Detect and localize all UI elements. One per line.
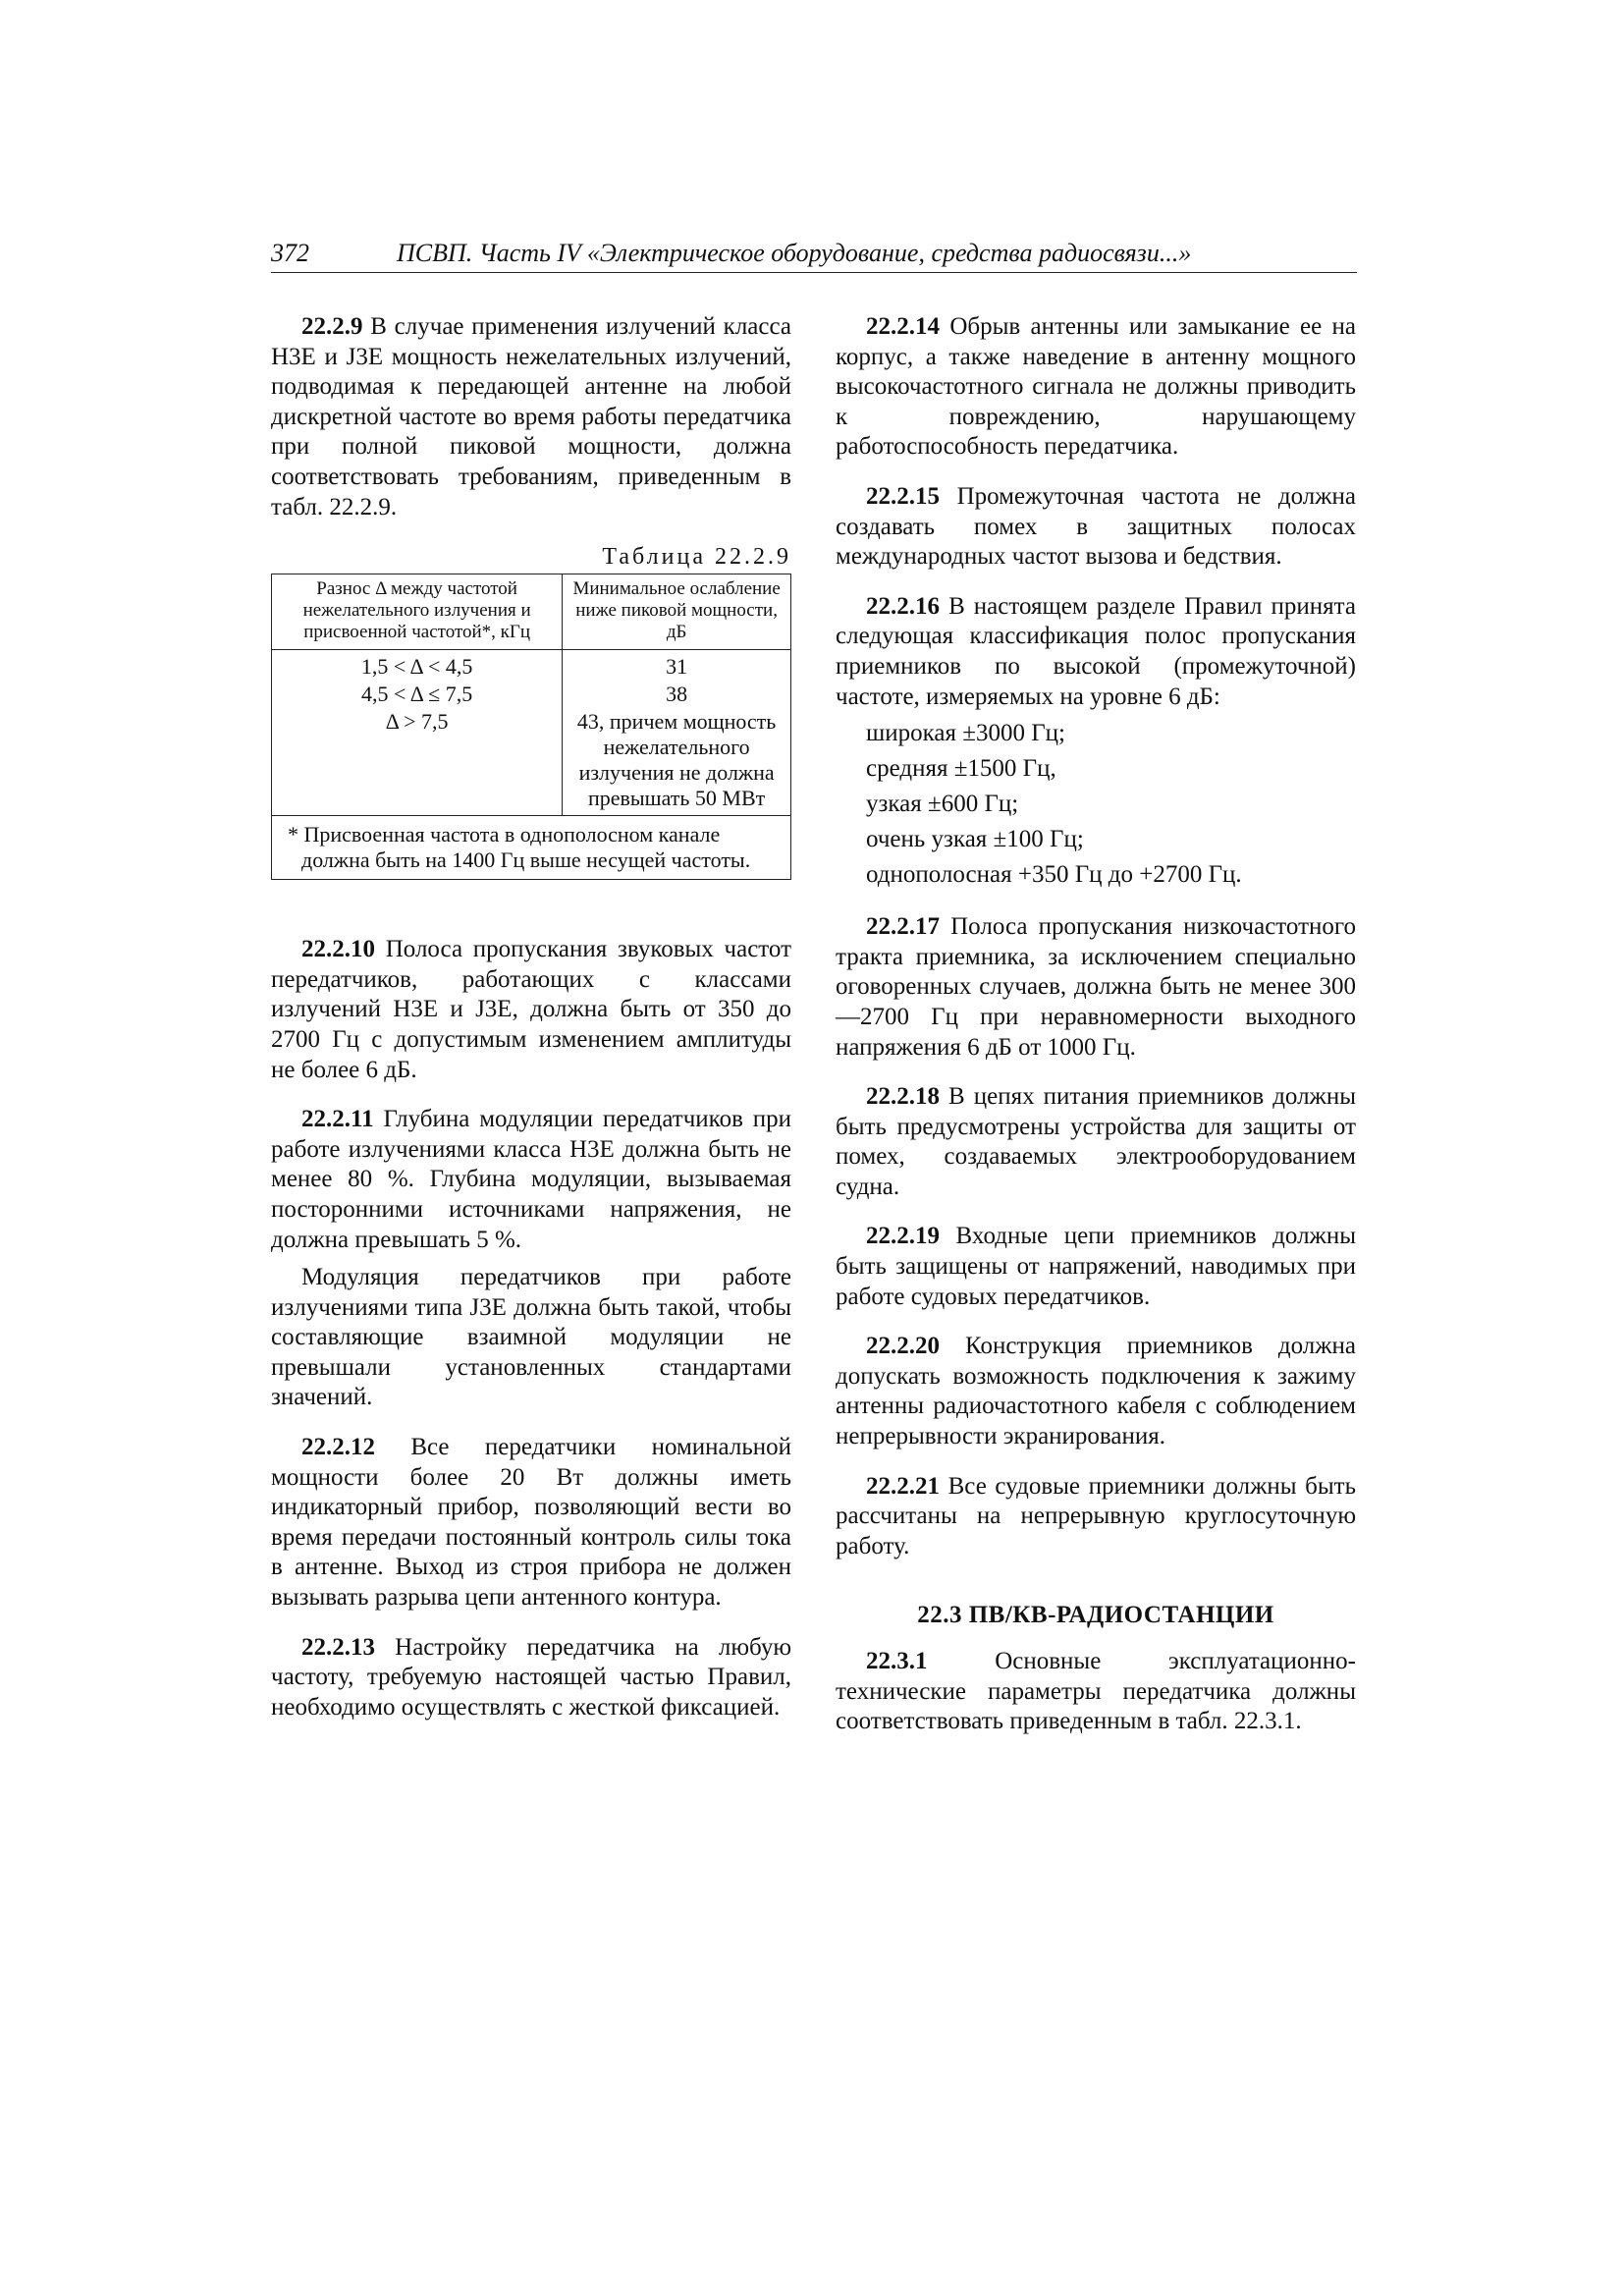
table-footnote: * Присвоенная частота в однополосном канале должна быть на 1400 Гц выше несущей частоты. (288, 822, 751, 873)
paragraph-22-2-17 (836, 912, 1356, 1063)
clause-number: 22.2.12 (301, 1434, 375, 1461)
clause-number: 22.2.18 (866, 1083, 940, 1111)
list-item: узкая ±600 Гц; (866, 791, 1019, 818)
table-cell: Δ > 7,5 (272, 708, 563, 816)
clause-text: В случае применения излучений класса H3E и J3E мощность нежелательных излучений, подводимая к передающей антенне на любой дискретной частоте во время работы передатчика при полной пиковой мощности, должна соответствовать требованиям, приведенным в табл. 22.2.9. (271, 313, 791, 520)
paragraph-22-2-19 (836, 1222, 1356, 1312)
paragraph-22-2-21 (836, 1472, 1356, 1562)
table-row (272, 650, 791, 682)
paragraph-22-2-13 (271, 1633, 791, 1723)
list-item: широкая ±3000 Гц; (866, 720, 1065, 747)
clause-text: В цепях питания приемников должны быть предусмотрены устройства для защиты от помех, создаваемых электрооборудованием судна. (836, 1083, 1357, 1200)
clause-text: Все передатчики номинальной мощности более 20 Вт должны иметь индикаторный прибор, позволяющий вести во время передачи постоянный контроль силы тока в антенне. Выход из строя прибора не должен вызывать разрыва цепи антенного контура. (271, 1434, 791, 1612)
paragraph-22-2-10 (271, 935, 791, 1085)
clause-text: Настройку передатчика на любую частоту, требуемую настоящей частью Правил, необходимо осуществлять с жесткой фиксацией. (271, 1633, 791, 1721)
paragraph-modulation: Модуляция передатчиков при работе излучениями типа J3E должна быть такой, чтобы составляющие взаимной модуляции не превышали установленных стандартами значений. (271, 1264, 791, 1411)
table-cell: 1,5 < Δ < 4,5 (272, 650, 563, 682)
table-row (272, 708, 791, 816)
clause-number: 22.2.19 (866, 1223, 940, 1250)
table-cell: 31 (563, 650, 791, 682)
section-heading: 22.3 ПВ/КВ-РАДИОСТАНЦИИ (917, 1602, 1274, 1629)
table-row (272, 681, 791, 708)
paragraph-22-2-15 (836, 482, 1356, 573)
page-number: 372 (271, 239, 309, 267)
list-item: однополосная +350 Гц до +2700 Гц. (866, 861, 1242, 889)
clause-number: 22.2.20 (866, 1333, 940, 1360)
right-column (836, 312, 1356, 1737)
clause-text: Полоса пропускания звуковых частот передатчиков, работающих с классами излучений H3E и J3E, должна быть от 350 до 2700 Гц с допустимым изменением амплитуды не более 6 дБ. (271, 936, 791, 1083)
table-footnote-row (272, 816, 791, 880)
clause-text: Все судовые приемники должны быть рассчитаны на непрерывную круглосуточную работу. (836, 1472, 1356, 1559)
clause-number: 22.3.1 (866, 1648, 928, 1674)
clause-text: Основные эксплуатационно-технические параметры передатчика должны соответствовать приведенным в табл. 22.3.1. (836, 1648, 1356, 1735)
clause-number: 22.2.9 (301, 313, 363, 340)
list-item: очень узкая ±100 Гц; (866, 826, 1084, 853)
paragraph-22-3-1 (836, 1647, 1356, 1737)
clause-number: 22.2.17 (866, 913, 940, 941)
paragraph-22-2-9 (271, 312, 791, 522)
table-cell: 4,5 < Δ ≤ 7,5 (272, 681, 563, 708)
page-header (271, 239, 1357, 273)
paragraph-22-2-11 (271, 1105, 791, 1255)
table-header-cell: Разнос Δ между частотой нежелательного излучения и присвоенной частотой*, кГц (272, 574, 563, 650)
clause-text: Обрыв антенны или замыкание ее на корпус, а также наведение в антенну мощного высокочастотного сигнала не должны приводить к повреждению, нарушающему работоспособность передатчика. (836, 313, 1356, 461)
table-footnote-cell (272, 816, 791, 880)
clause-number: 22.2.15 (866, 482, 940, 510)
left-column (271, 312, 791, 1722)
table-cell: 43, причем мощность нежелательного излучения не должна превышать 50 МВт (563, 708, 791, 816)
clause-number: 22.2.11 (301, 1106, 374, 1133)
table-caption: Таблица 22.2.9 (602, 544, 791, 571)
clause-text: Полоса пропускания низкочастотного тракта приемника, за исключением специально оговоренных случаев, должна быть не менее 300—2700 Гц при неравномерности выходного напряжения 6 дБ от 1000 Гц. (836, 913, 1356, 1061)
running-title: ПСВП. Часть IV «Электрическое оборудование, средства радиосвязи...» (397, 239, 1192, 267)
clause-text: Входные цепи приемников должны быть защищены от напряжений, наводимых при работе судовых передатчиков. (836, 1223, 1357, 1310)
table-header-cell: Минимальное ослабление ниже пиковой мощности, дБ (563, 574, 791, 650)
clause-text: Конструкция приемников должна допускать возможность подключения к зажиму антенны радиочастотного кабеля с соблюдением непрерывности экранирования. (836, 1333, 1357, 1450)
clause-text: Глубина модуляции передатчиков при работе излучениями класса H3E должна быть не менее 80 %. Глубина модуляции, вызываемая посторонними источниками напряжения, не должна превышать 5 %. (271, 1106, 792, 1253)
bandwidth-list (836, 716, 1356, 893)
paragraph-22-2-18 (836, 1082, 1356, 1202)
clause-number: 22.2.13 (301, 1633, 375, 1661)
clause-number: 22.2.14 (866, 313, 940, 340)
list-item: средняя ±1500 Гц, (866, 755, 1056, 783)
paragraph-22-2-16 (836, 592, 1356, 712)
paragraph-22-2-14 (836, 312, 1356, 463)
clause-number: 22.2.21 (866, 1472, 940, 1500)
clause-text: В настоящем разделе Правил принята следующая классификация полос пропускания приемников по высокой (промежуточной) частоте, измеряемых на уровне 6 дБ: (836, 592, 1356, 710)
paragraph-22-2-12 (271, 1433, 791, 1613)
table-cell: 38 (563, 681, 791, 708)
paragraph-22-2-20 (836, 1332, 1356, 1451)
table-22-2-9 (271, 574, 791, 880)
table-header-row (272, 574, 791, 650)
clause-text: Промежуточная частота не должна создавать помех в защитных полосах международных частот вызова и бедствия. (836, 482, 1356, 571)
clause-number: 22.2.16 (866, 592, 940, 620)
clause-number: 22.2.10 (301, 936, 375, 963)
